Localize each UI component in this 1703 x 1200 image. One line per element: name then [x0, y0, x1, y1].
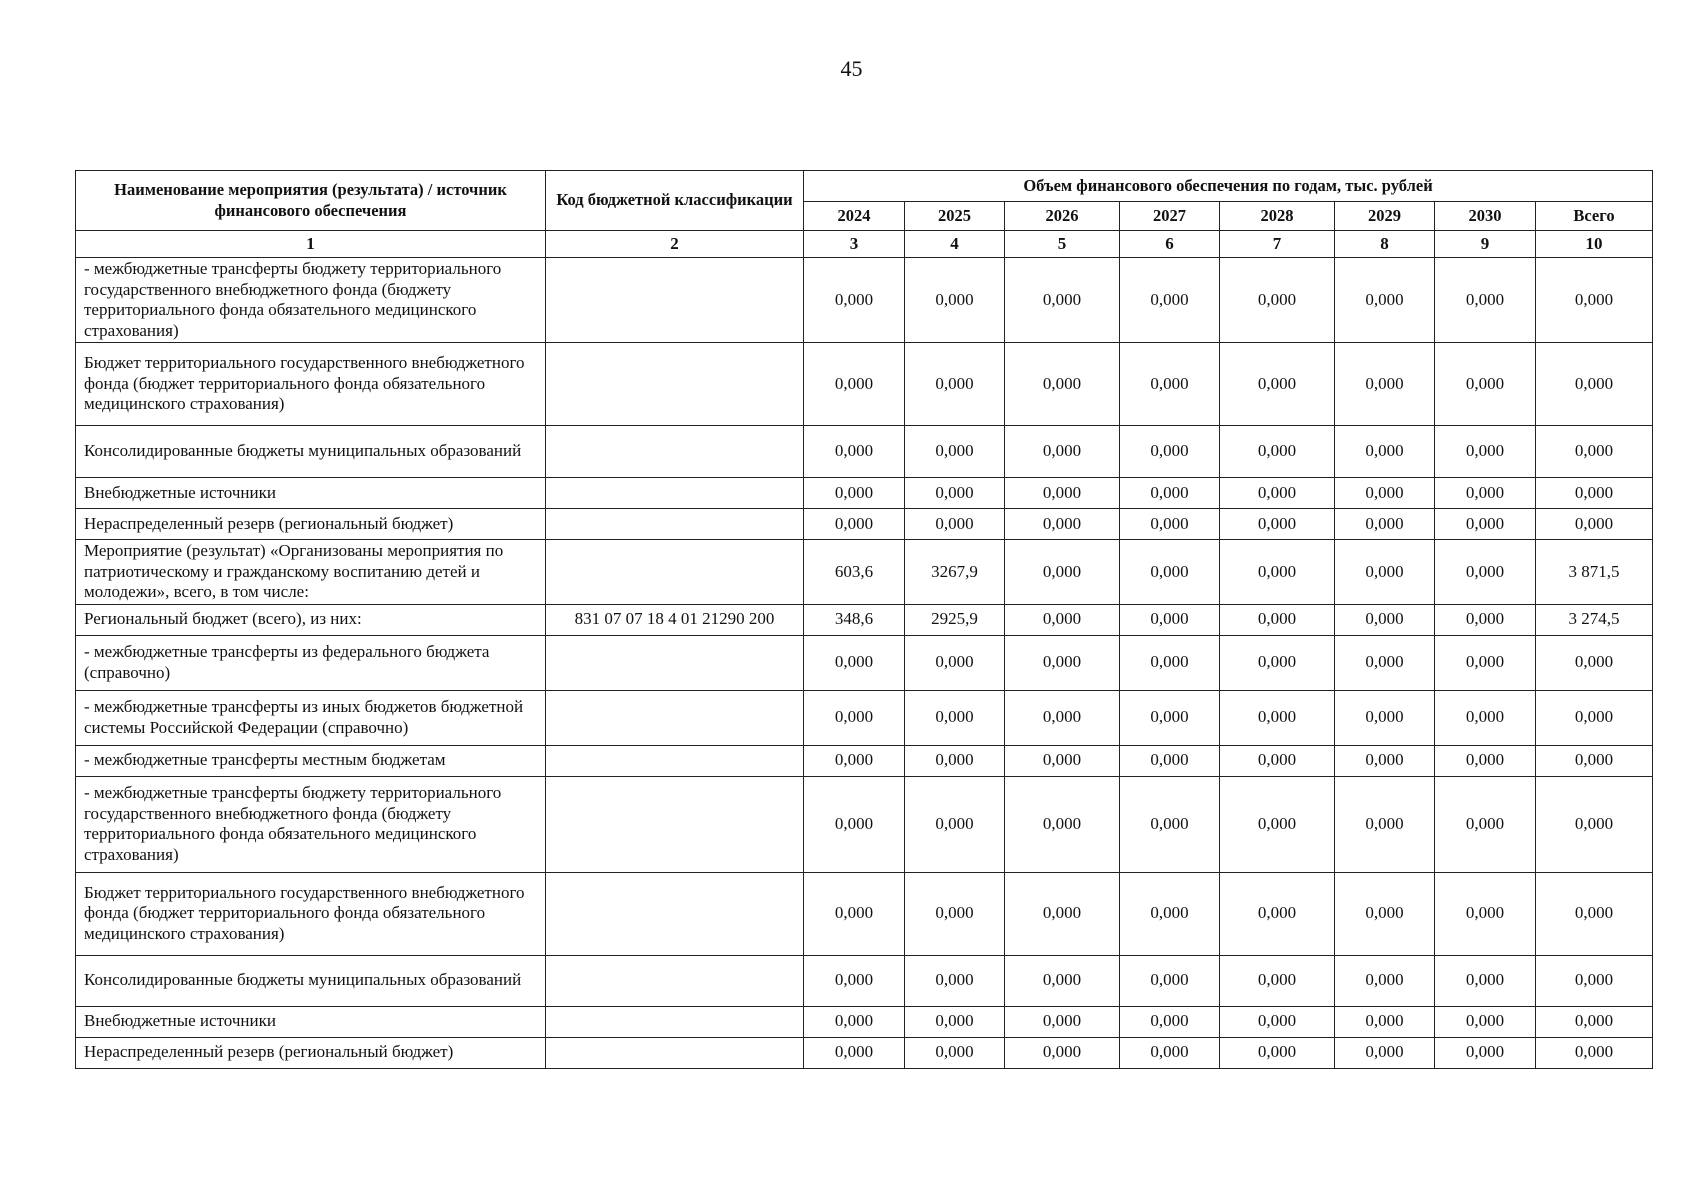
column-number: 3 — [804, 231, 905, 258]
header-row-top — [76, 171, 1653, 202]
header-year: 2029 — [1335, 202, 1435, 231]
row-year-value: 0,000 — [1005, 258, 1120, 343]
row-year-value: 0,000 — [1435, 509, 1536, 540]
header-year: 2025 — [905, 202, 1005, 231]
table-row — [76, 1006, 1653, 1037]
row-name: Консолидированные бюджеты муниципальных образований — [76, 426, 546, 478]
row-total-value: 0,000 — [1536, 478, 1653, 509]
row-year-value: 0,000 — [1335, 635, 1435, 690]
row-year-value: 0,000 — [905, 872, 1005, 955]
row-name: Внебюджетные источники — [76, 1006, 546, 1037]
row-year-value: 0,000 — [804, 690, 905, 745]
row-year-value: 0,000 — [1435, 635, 1536, 690]
row-year-value: 0,000 — [1120, 604, 1220, 635]
header-year: 2028 — [1220, 202, 1335, 231]
row-year-value: 0,000 — [1005, 1006, 1120, 1037]
row-year-value: 0,000 — [804, 635, 905, 690]
table-row — [76, 426, 1653, 478]
row-year-value: 0,000 — [1335, 1006, 1435, 1037]
row-total-value: 0,000 — [1536, 955, 1653, 1006]
table-row — [76, 955, 1653, 1006]
row-year-value: 0,000 — [905, 478, 1005, 509]
row-year-value: 0,000 — [1005, 1037, 1120, 1068]
row-year-value: 0,000 — [1335, 955, 1435, 1006]
row-year-value: 0,000 — [1335, 258, 1435, 343]
row-name: Консолидированные бюджеты муниципальных образований — [76, 955, 546, 1006]
row-year-value: 2925,9 — [905, 604, 1005, 635]
row-year-value: 0,000 — [1220, 635, 1335, 690]
row-year-value: 0,000 — [1435, 690, 1536, 745]
row-year-value: 0,000 — [1220, 872, 1335, 955]
row-year-value: 0,000 — [1120, 258, 1220, 343]
row-code — [546, 258, 804, 343]
table-row — [76, 690, 1653, 745]
header-year: 2027 — [1120, 202, 1220, 231]
row-year-value: 0,000 — [1120, 955, 1220, 1006]
row-year-value: 0,000 — [804, 872, 905, 955]
row-year-value: 0,000 — [905, 690, 1005, 745]
row-year-value: 0,000 — [905, 635, 1005, 690]
row-year-value: 3267,9 — [905, 540, 1005, 605]
row-name: - межбюджетные трансферты местным бюджетам — [76, 745, 546, 776]
row-year-value: 0,000 — [1335, 604, 1435, 635]
row-name: - межбюджетные трансферты бюджету территориального государственного внебюджетного фонда (бюджету территориального фонда обязательного медицинского страхования) — [76, 258, 546, 343]
row-year-value: 0,000 — [1005, 509, 1120, 540]
table-row — [76, 872, 1653, 955]
row-year-value: 0,000 — [1335, 426, 1435, 478]
row-year-value: 0,000 — [1435, 872, 1536, 955]
row-name: - межбюджетные трансферты бюджету территориального государственного внебюджетного фонда (бюджету территориального фонда обязательного медицинского страхования) — [76, 776, 546, 872]
row-year-value: 0,000 — [1220, 955, 1335, 1006]
row-year-value: 0,000 — [1435, 540, 1536, 605]
header-name: Наименование мероприятия (результата) / источник финансового обеспечения — [76, 171, 546, 231]
column-number: 2 — [546, 231, 804, 258]
row-year-value: 0,000 — [1335, 872, 1435, 955]
row-year-value: 0,000 — [804, 343, 905, 426]
header-year: 2030 — [1435, 202, 1536, 231]
row-total-value: 0,000 — [1536, 426, 1653, 478]
row-year-value: 0,000 — [905, 509, 1005, 540]
row-year-value: 0,000 — [1335, 509, 1435, 540]
row-year-value: 0,000 — [1220, 1037, 1335, 1068]
row-year-value: 0,000 — [804, 258, 905, 343]
column-numbers-row — [76, 231, 1653, 258]
row-year-value: 0,000 — [905, 776, 1005, 872]
row-year-value: 0,000 — [1220, 258, 1335, 343]
column-number: 4 — [905, 231, 1005, 258]
row-year-value: 0,000 — [804, 478, 905, 509]
row-year-value: 0,000 — [1435, 258, 1536, 343]
row-year-value: 0,000 — [1120, 343, 1220, 426]
row-year-value: 0,000 — [1005, 635, 1120, 690]
row-year-value: 0,000 — [1005, 426, 1120, 478]
row-year-value: 0,000 — [804, 1037, 905, 1068]
row-year-value: 0,000 — [1220, 540, 1335, 605]
row-year-value: 0,000 — [1005, 604, 1120, 635]
row-year-value: 0,000 — [804, 1006, 905, 1037]
table-row — [76, 776, 1653, 872]
row-year-value: 0,000 — [1435, 478, 1536, 509]
row-year-value: 348,6 — [804, 604, 905, 635]
column-number: 10 — [1536, 231, 1653, 258]
column-number: 5 — [1005, 231, 1120, 258]
row-year-value: 0,000 — [1435, 776, 1536, 872]
table-row — [76, 745, 1653, 776]
row-year-value: 0,000 — [1435, 745, 1536, 776]
row-year-value: 0,000 — [1335, 690, 1435, 745]
row-name: Внебюджетные источники — [76, 478, 546, 509]
row-year-value: 0,000 — [1005, 955, 1120, 1006]
row-year-value: 0,000 — [1335, 540, 1435, 605]
row-year-value: 0,000 — [1120, 478, 1220, 509]
row-total-value: 0,000 — [1536, 635, 1653, 690]
row-year-value: 0,000 — [1120, 540, 1220, 605]
row-year-value: 0,000 — [905, 343, 1005, 426]
row-year-value: 0,000 — [1120, 1006, 1220, 1037]
row-total-value: 3 274,5 — [1536, 604, 1653, 635]
row-year-value: 0,000 — [1220, 478, 1335, 509]
row-year-value: 0,000 — [804, 745, 905, 776]
table-body — [76, 231, 1653, 1069]
table-row — [76, 478, 1653, 509]
row-total-value: 0,000 — [1536, 872, 1653, 955]
column-number: 8 — [1335, 231, 1435, 258]
row-year-value: 0,000 — [1005, 540, 1120, 605]
row-code — [546, 478, 804, 509]
row-code — [546, 1006, 804, 1037]
row-year-value: 0,000 — [1220, 604, 1335, 635]
financing-table-container — [75, 170, 1653, 1069]
row-name: Бюджет территориального государственного внебюджетного фонда (бюджет территориального фонда обязательного медицинского страхования) — [76, 872, 546, 955]
row-year-value: 0,000 — [1120, 1037, 1220, 1068]
header-volume: Объем финансового обеспечения по годам, тыс. рублей — [804, 171, 1653, 202]
row-year-value: 0,000 — [1220, 776, 1335, 872]
row-total-value: 0,000 — [1536, 258, 1653, 343]
financing-table — [75, 170, 1653, 1069]
row-code — [546, 872, 804, 955]
row-year-value: 0,000 — [1335, 745, 1435, 776]
row-code — [546, 776, 804, 872]
row-year-value: 0,000 — [1435, 1006, 1536, 1037]
row-year-value: 0,000 — [1120, 776, 1220, 872]
row-year-value: 0,000 — [1220, 343, 1335, 426]
row-year-value: 0,000 — [905, 426, 1005, 478]
row-year-value: 0,000 — [905, 258, 1005, 343]
row-year-value: 0,000 — [1005, 690, 1120, 745]
row-name: - межбюджетные трансферты из федерального бюджета (справочно) — [76, 635, 546, 690]
row-year-value: 0,000 — [905, 1006, 1005, 1037]
row-year-value: 0,000 — [905, 1037, 1005, 1068]
row-code — [546, 426, 804, 478]
row-total-value: 0,000 — [1536, 1006, 1653, 1037]
table-row — [76, 509, 1653, 540]
header-year: 2026 — [1005, 202, 1120, 231]
row-code — [546, 509, 804, 540]
row-name: Мероприятие (результат) «Организованы мероприятия по патриотическому и гражданскому воспитанию детей и молодежи», всего, в том числе: — [76, 540, 546, 605]
row-name: Нераспределенный резерв (региональный бюджет) — [76, 1037, 546, 1068]
row-total-value: 0,000 — [1536, 776, 1653, 872]
row-code — [546, 635, 804, 690]
row-year-value: 0,000 — [1120, 635, 1220, 690]
row-name: - межбюджетные трансферты из иных бюджетов бюджетной системы Российской Федерации (справочно) — [76, 690, 546, 745]
row-year-value: 603,6 — [804, 540, 905, 605]
column-number: 1 — [76, 231, 546, 258]
table-row — [76, 343, 1653, 426]
row-year-value: 0,000 — [1435, 1037, 1536, 1068]
column-number: 7 — [1220, 231, 1335, 258]
column-number: 9 — [1435, 231, 1536, 258]
table-row — [76, 635, 1653, 690]
row-year-value: 0,000 — [1335, 1037, 1435, 1068]
row-year-value: 0,000 — [1005, 776, 1120, 872]
row-code — [546, 1037, 804, 1068]
row-year-value: 0,000 — [1435, 343, 1536, 426]
header-year: 2024 — [804, 202, 905, 231]
row-code — [546, 955, 804, 1006]
row-year-value: 0,000 — [1220, 745, 1335, 776]
row-year-value: 0,000 — [1435, 426, 1536, 478]
row-year-value: 0,000 — [804, 955, 905, 1006]
row-year-value: 0,000 — [1335, 343, 1435, 426]
row-year-value: 0,000 — [804, 776, 905, 872]
column-number: 6 — [1120, 231, 1220, 258]
row-year-value: 0,000 — [1220, 690, 1335, 745]
row-code: 831 07 07 18 4 01 21290 200 — [546, 604, 804, 635]
header-total: Всего — [1536, 202, 1653, 231]
row-year-value: 0,000 — [1120, 509, 1220, 540]
row-year-value: 0,000 — [1120, 872, 1220, 955]
row-code — [546, 343, 804, 426]
row-name: Бюджет территориального государственного внебюджетного фонда (бюджет территориального фонда обязательного медицинского страхования) — [76, 343, 546, 426]
row-code — [546, 690, 804, 745]
table-row — [76, 1037, 1653, 1068]
row-year-value: 0,000 — [1220, 426, 1335, 478]
row-year-value: 0,000 — [1120, 745, 1220, 776]
row-total-value: 3 871,5 — [1536, 540, 1653, 605]
row-year-value: 0,000 — [1220, 509, 1335, 540]
row-year-value: 0,000 — [905, 745, 1005, 776]
row-year-value: 0,000 — [1435, 955, 1536, 1006]
header-code: Код бюджетной классификации — [546, 171, 804, 231]
row-year-value: 0,000 — [1005, 745, 1120, 776]
row-year-value: 0,000 — [1005, 478, 1120, 509]
row-year-value: 0,000 — [905, 955, 1005, 1006]
row-name: Региональный бюджет (всего), из них: — [76, 604, 546, 635]
row-code — [546, 540, 804, 605]
row-year-value: 0,000 — [804, 426, 905, 478]
row-total-value: 0,000 — [1536, 745, 1653, 776]
row-total-value: 0,000 — [1536, 509, 1653, 540]
table-row — [76, 258, 1653, 343]
row-total-value: 0,000 — [1536, 690, 1653, 745]
table-row — [76, 604, 1653, 635]
row-year-value: 0,000 — [1335, 776, 1435, 872]
row-year-value: 0,000 — [804, 509, 905, 540]
page-number: 45 — [840, 56, 863, 81]
row-year-value: 0,000 — [1120, 690, 1220, 745]
row-total-value: 0,000 — [1536, 1037, 1653, 1068]
row-code — [546, 745, 804, 776]
row-year-value: 0,000 — [1005, 343, 1120, 426]
row-year-value: 0,000 — [1335, 478, 1435, 509]
row-year-value: 0,000 — [1120, 426, 1220, 478]
row-total-value: 0,000 — [1536, 343, 1653, 426]
row-year-value: 0,000 — [1005, 872, 1120, 955]
row-year-value: 0,000 — [1435, 604, 1536, 635]
row-year-value: 0,000 — [1220, 1006, 1335, 1037]
table-row — [76, 540, 1653, 605]
row-name: Нераспределенный резерв (региональный бюджет) — [76, 509, 546, 540]
